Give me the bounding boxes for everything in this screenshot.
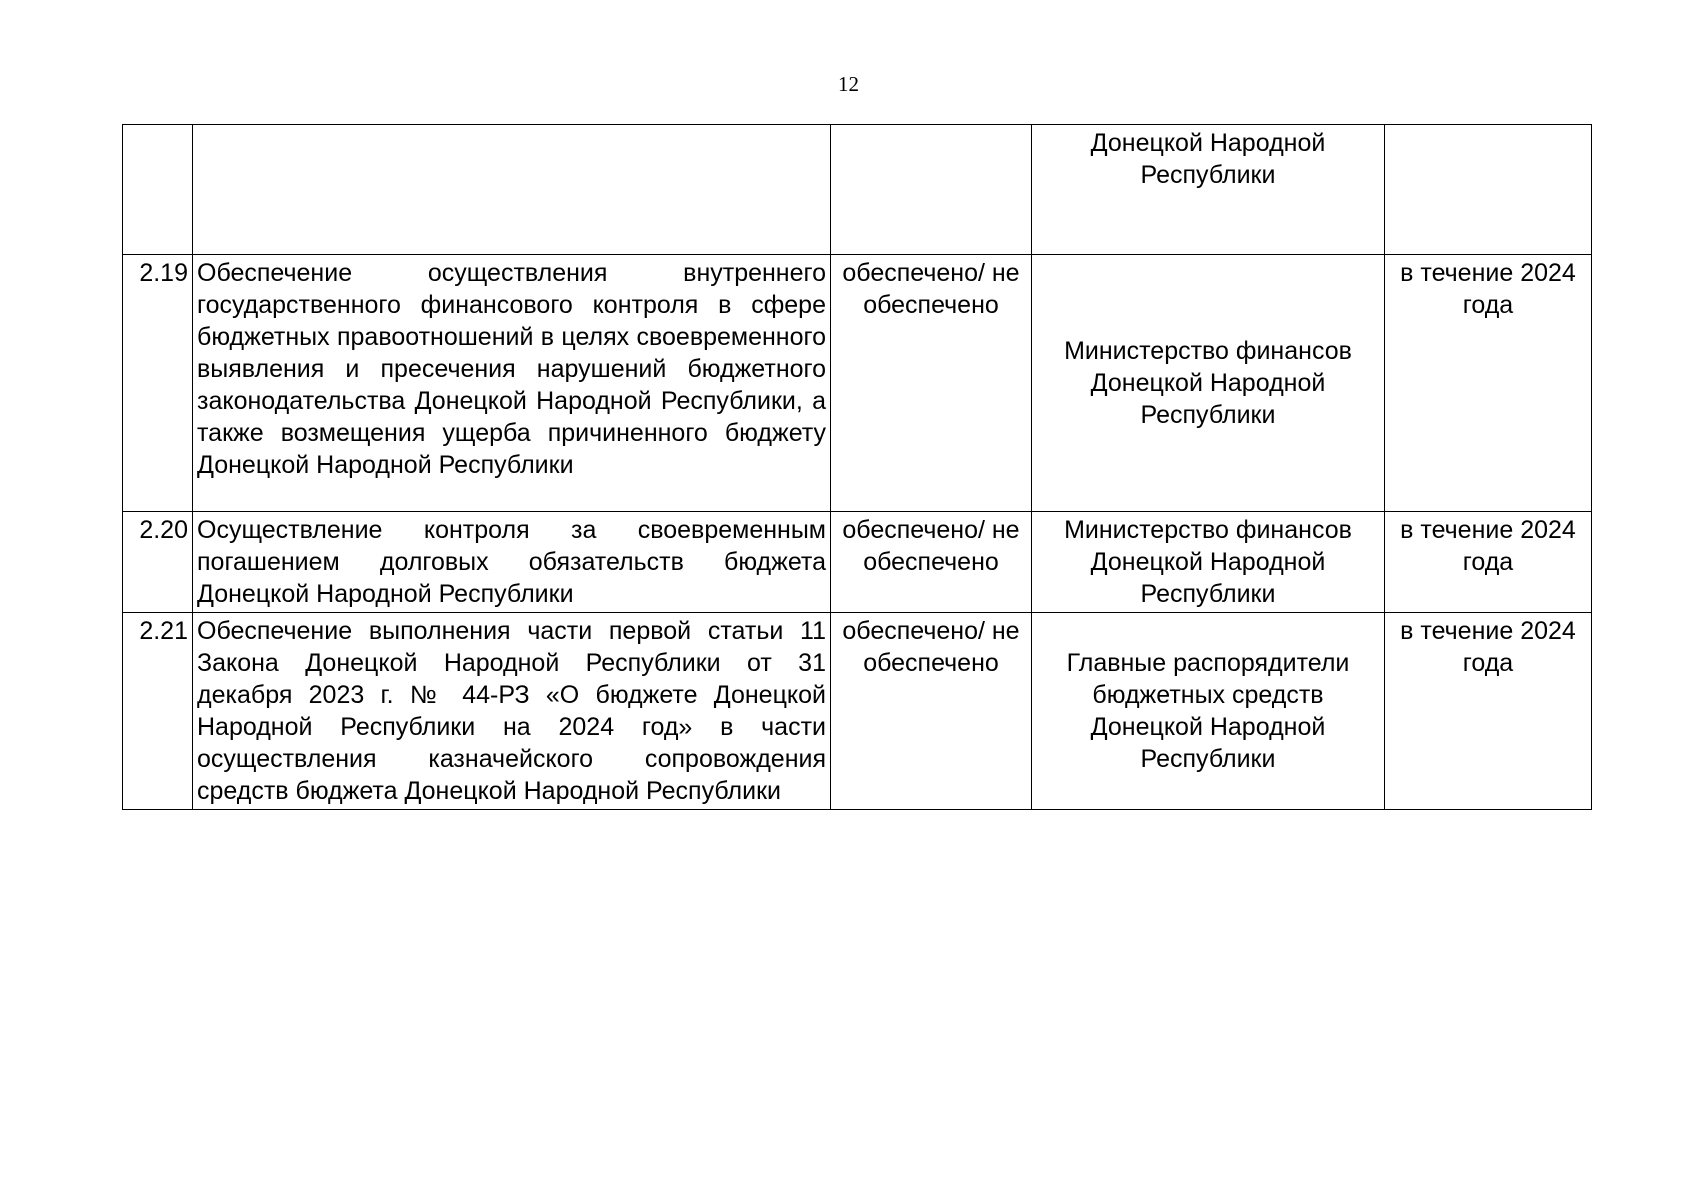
- table-row: [123, 613, 1592, 810]
- table-row: [123, 512, 1592, 613]
- term-cell: [1385, 125, 1592, 255]
- indicator-cell: обеспечено/ не обеспечено: [831, 255, 1032, 512]
- row-number: [123, 125, 193, 255]
- page-number: 12: [838, 72, 859, 96]
- measure-description: Обеспечение осуществления внутреннего государственного финансового контроля в сфере бюджетных правоотношений в целях своевременного выявления и пресечения нарушений бюджетного законодательства Донецкой Народной Республики, а также возмещения ущерба причиненного бюджету Донецкой Народной Республики: [193, 255, 831, 512]
- responsible-cell: Донецкой Народной Республики: [1032, 125, 1385, 255]
- row-number: 2.19: [123, 255, 193, 512]
- indicator-cell: [831, 125, 1032, 255]
- term-cell: в течение 2024 года: [1385, 613, 1592, 810]
- row-number: 2.20: [123, 512, 193, 613]
- term-cell: в течение 2024 года: [1385, 255, 1592, 512]
- measures-table: [122, 124, 1592, 810]
- row-number: 2.21: [123, 613, 193, 810]
- term-cell: в течение 2024 года: [1385, 512, 1592, 613]
- responsible-cell: Министерство финансов Донецкой Народной Республики: [1032, 255, 1385, 512]
- measure-description: [193, 125, 831, 255]
- responsible-cell: Министерство финансов Донецкой Народной Республики: [1032, 512, 1385, 613]
- indicator-cell: обеспечено/ не обеспечено: [831, 613, 1032, 810]
- responsible-cell: Главные распорядители бюджетных средств Донецкой Народной Республики: [1032, 613, 1385, 810]
- indicator-cell: обеспечено/ не обеспечено: [831, 512, 1032, 613]
- table-row: [123, 255, 1592, 512]
- table-row: [123, 125, 1592, 255]
- measure-description: Осуществление контроля за своевременным погашением долговых обязательств бюджета Донецкой Народной Республики: [193, 512, 831, 613]
- measure-description: Обеспечение выполнения части первой статьи 11 Закона Донецкой Народной Республики от 31 декабря 2023 г. № 44-РЗ «О бюджете Донецкой Народной Республики на 2024 год» в части осуществления казначейского сопровождения средств бюджета Донецкой Народной Республики: [193, 613, 831, 810]
